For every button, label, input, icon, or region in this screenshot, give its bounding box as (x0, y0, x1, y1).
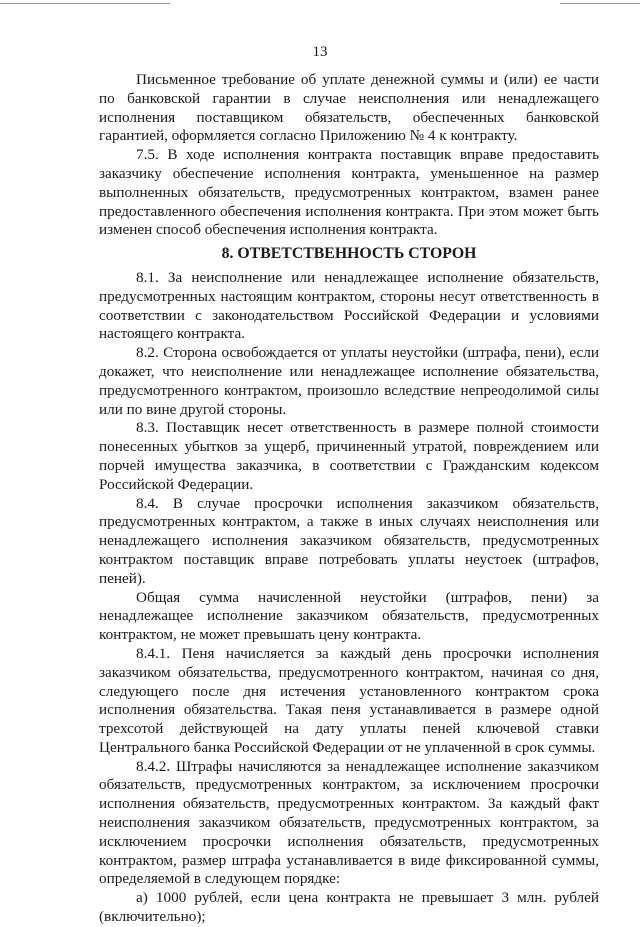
paragraph-8-2: 8.2. Сторона освобождается от уплаты неустойки (штрафа, пени), если докажет, что неисполнение или ненадлежащее исполнение обязательства, предусмотренного контрактом, произошло вследствие непреодолимой силы или по вине другой стороны. (99, 344, 599, 418)
document-body (99, 71, 599, 927)
paragraph-8-4-2-a: а) 1000 рублей, если цена контракта не превышает 3 млн. рублей (включительно); (99, 889, 599, 926)
paragraph-7-5: 7.5. В ходе исполнения контракта поставщик вправе предоставить заказчику обеспечение исполнения контракта, уменьшенное на размер выполненных обязательств, предусмотренных контрактом, взамен ранее предоставленного обеспечения исполнения контракта. При этом может быть изменен способ обеспечения исполнения контракта. (99, 146, 599, 239)
paragraph-8-4-2: 8.4.2. Штрафы начисляются за ненадлежащее исполнение заказчиком обязательств, предусмотренных контрактом, за исключением просрочки исполнения обязательств, предусмотренных контрактом. За каждый факт неисполнения заказчиком обязательств, предусмотренных контрактом, за исключением просрочки исполнения обязательств, предусмотренных контрактом, размер штрафа устанавливается в виде фиксированной суммы, определяемой в следующем порядке: (99, 757, 599, 888)
paragraph-guarantee-demand: Письменное требование об уплате денежной суммы и (или) ее части по банковской гарантии в случае неисполнения или ненадлежащего исполнения поставщиком обязательств, обеспеченных банковской гарантией, оформляется согласно Приложению № 4 к контракту. (99, 71, 599, 145)
paragraph-8-4-1: 8.4.1. Пеня начисляется за каждый день просрочки исполнения заказчиком обязательства, предусмотренного контрактом, начиная со дня, следующего после дня истечения установленного контрактом срока исполнения обязательства. Такая пеня устанавливается в размере одной трехсотой действующей на дату уплаты пеней ключевой ставки Центрального банка Российской Федерации от не уплаченной в срок суммы. (99, 644, 599, 756)
paragraph-8-4: 8.4. В случае просрочки исполнения заказчиком обязательств, предусмотренных контрактом, а также в иных случаях неисполнения или ненадлежащего исполнения заказчиком обязательств, предусмотренных контрактом поставщик вправе потребовать уплаты неустоек (штрафов, пеней). (99, 494, 599, 587)
scan-edge-line-left (0, 3, 170, 4)
scan-edge-line-right (560, 3, 640, 4)
paragraph-8-1: 8.1. За неисполнение или ненадлежащее исполнение обязательств, предусмотренных настоящим контрактом, стороны несут ответственность в соответствии с законодательством Российской Федерации и условиями настоящего контракта. (99, 268, 599, 343)
paragraph-8-4-total: Общая сумма начисленной неустойки (штрафов, пени) за ненадлежащее исполнение заказчиком обязательств, предусмотренных контрактом, не может превышать цену контракта. (99, 588, 599, 644)
page-number: 13 (312, 44, 328, 60)
section-heading: 8. ОТВЕТСТВЕННОСТЬ СТОРОН (221, 245, 477, 263)
paragraph-8-3: 8.3. Поставщик несет ответственность в размере полной стоимости понесенных убытков за ущерб, причиненный утратой, повреждением или порчей имущества заказчика, в соответствии с Гражданским кодексом Российской Федерации. (99, 419, 599, 493)
